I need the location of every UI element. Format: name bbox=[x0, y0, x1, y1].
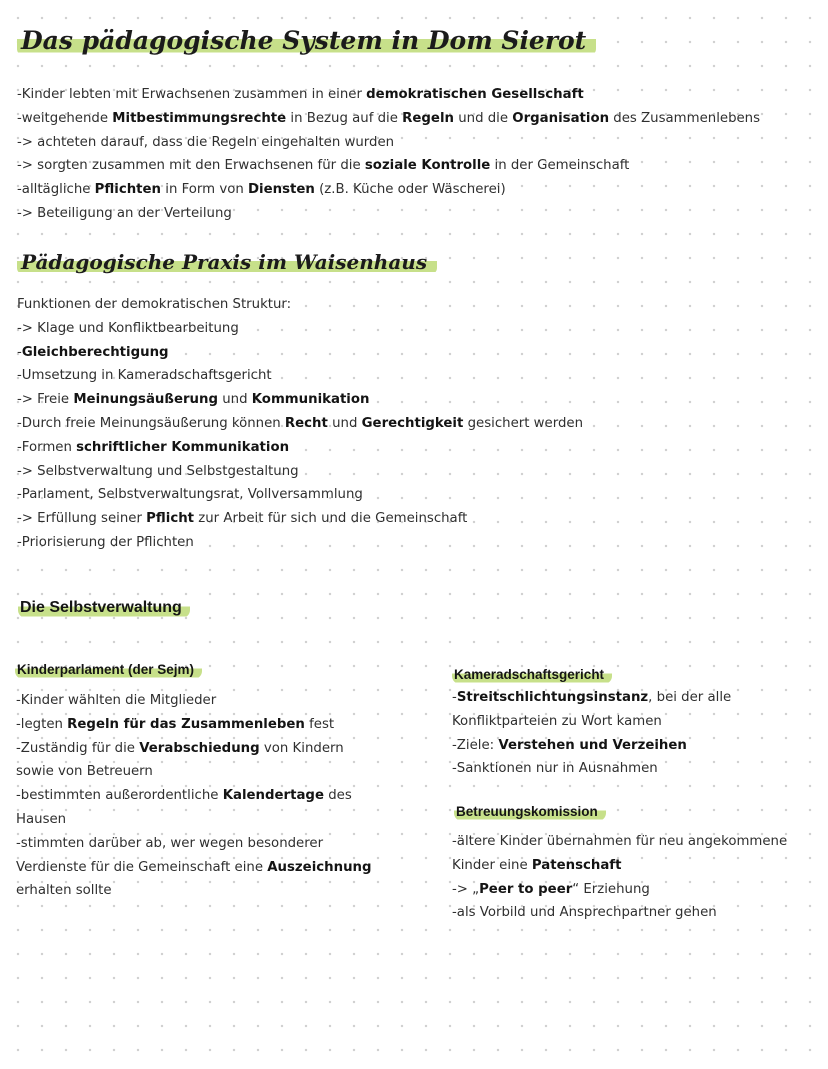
betreuungskomission-list bbox=[452, 830, 787, 925]
bold-term: Verstehen und Verzeihen bbox=[498, 737, 687, 753]
note-line bbox=[16, 689, 372, 713]
note-text: -als Vorbild und Ansprechpartner gehen bbox=[452, 905, 717, 921]
note-line bbox=[17, 483, 583, 507]
note-text: Konfliktparteien zu Wort kamen bbox=[452, 713, 662, 729]
note-text: erhalten sollte bbox=[16, 883, 112, 899]
betreuungskomission-heading: Betreuungskomission bbox=[454, 804, 606, 819]
note-text: -> „ bbox=[452, 881, 480, 897]
note-line bbox=[16, 832, 372, 856]
note-line bbox=[452, 854, 787, 878]
note-text: Hausen bbox=[16, 811, 67, 827]
kameradschaftsgericht-list bbox=[452, 686, 731, 781]
note-line bbox=[452, 757, 731, 781]
note-line bbox=[17, 202, 760, 226]
note-line bbox=[16, 737, 372, 761]
note-text: -> sorgten zusammen mit den Erwachsenen für die bbox=[17, 158, 365, 174]
note-line bbox=[17, 436, 583, 460]
note-text: -> Beteiligung an der Verteilung bbox=[17, 205, 232, 221]
note-text: in Bezug auf die bbox=[286, 110, 403, 126]
note-line bbox=[16, 713, 372, 737]
note-text: -Durch freie Meinungsäußerung können bbox=[17, 415, 285, 431]
note-text: -alltägliche bbox=[17, 182, 95, 198]
note-text: zur Arbeit für sich und die Gemeinschaft bbox=[194, 511, 468, 527]
kinderparlament-heading: Kinderparlament (der Sejm) bbox=[15, 662, 202, 677]
note-text: -weitgehende bbox=[17, 110, 113, 126]
note-text: -Kinder lebten mit Erwachsenen zusammen in einer bbox=[17, 87, 367, 102]
note-text: , bei der alle bbox=[648, 690, 732, 705]
bold-term: Gleichberechtigung bbox=[21, 344, 169, 360]
note-line bbox=[452, 686, 731, 710]
kinderparlament-list bbox=[16, 689, 372, 903]
system-list bbox=[17, 83, 760, 226]
page-title: Das pädagogische System in Dom Sierot bbox=[17, 26, 596, 55]
bold-term: Kalendertage bbox=[222, 788, 324, 804]
kameradschaftsgericht-heading: Kameradschaftsgericht bbox=[452, 667, 612, 682]
bold-term: Kommunikation bbox=[251, 392, 370, 408]
note-text: Funktionen der demokratischen Struktur: bbox=[17, 297, 292, 312]
note-text: -Kinder wählten die Mitglieder bbox=[16, 693, 217, 708]
note-text: -ältere Kinder übernahmen für neu angekommene bbox=[452, 834, 788, 849]
note-line bbox=[17, 388, 583, 412]
note-line bbox=[17, 460, 583, 484]
note-text: -Umsetzung in Kameradschaftsgericht bbox=[17, 368, 272, 384]
note-line bbox=[452, 878, 787, 902]
note-text: -> Erfüllung seiner bbox=[17, 511, 147, 527]
note-text: -stimmten darüber ab, wer wegen besonderer bbox=[16, 835, 324, 851]
bold-term: demokratischen Gesellschaft bbox=[366, 87, 584, 102]
note-line bbox=[17, 507, 583, 531]
note-text: -Zuständig für die bbox=[16, 740, 140, 756]
note-text: -Sanktionen nur in Ausnahmen bbox=[452, 761, 658, 777]
note-text: -> Selbstverwaltung und Selbstgestaltung bbox=[17, 463, 299, 479]
note-line bbox=[17, 154, 760, 178]
note-text: -bestimmten außerordentliche bbox=[16, 788, 223, 804]
note-text: -legten bbox=[16, 716, 68, 732]
bold-term: Organisation bbox=[512, 110, 610, 126]
note-line bbox=[17, 364, 583, 388]
note-line bbox=[16, 808, 372, 832]
bold-term: Regeln bbox=[402, 110, 454, 126]
note-line bbox=[16, 879, 372, 903]
note-line bbox=[17, 317, 583, 341]
note-text: -> Freie bbox=[17, 392, 74, 408]
note-line bbox=[16, 760, 372, 784]
note-text: fest bbox=[304, 716, 335, 732]
note-text: -> achteten darauf, dass die Regeln eingehalten wurden bbox=[17, 134, 395, 150]
practice-list bbox=[17, 293, 583, 555]
note-text: in Form von bbox=[161, 182, 248, 198]
bold-term: Diensten bbox=[248, 182, 315, 198]
note-line bbox=[17, 341, 583, 365]
note-text: sowie von Betreuern bbox=[16, 764, 153, 780]
note-text: - bbox=[17, 344, 22, 360]
bold-term: Recht bbox=[284, 415, 328, 431]
practice-title: Pädagogische Praxis im Waisenhaus bbox=[17, 250, 437, 274]
note-text: -Priorisierung der Pflichten bbox=[17, 534, 194, 550]
note-text: “ Erziehung bbox=[572, 881, 650, 897]
note-text: des bbox=[323, 788, 352, 804]
bold-term: Pflicht bbox=[146, 511, 195, 527]
bold-term: Patenschaft bbox=[531, 857, 622, 873]
note-text: Kinder eine bbox=[452, 857, 532, 873]
note-line bbox=[17, 293, 583, 317]
bold-term: Streitschlichtungsinstanz bbox=[456, 690, 649, 705]
note-line bbox=[17, 131, 760, 155]
note-line bbox=[452, 830, 787, 854]
bold-term: soziale Kontrolle bbox=[364, 158, 491, 174]
bold-term: Peer to peer bbox=[479, 881, 573, 897]
note-line bbox=[17, 178, 760, 202]
note-text: gesichert werden bbox=[463, 415, 583, 431]
bold-term: Verabschiedung bbox=[139, 740, 260, 756]
note-text: und die bbox=[453, 110, 513, 126]
bold-term: Auszeichnung bbox=[267, 859, 372, 875]
note-text: -Parlament, Selbstverwaltungsrat, Vollversammlung bbox=[17, 487, 363, 503]
note-text: -> Klage und Konfliktbearbeitung bbox=[17, 320, 239, 336]
bold-term: Mitbestimmungsrechte bbox=[112, 110, 287, 126]
note-text: -Ziele: bbox=[452, 737, 499, 753]
note-line bbox=[17, 107, 760, 131]
bold-term: Pflichten bbox=[94, 182, 162, 198]
note-line bbox=[16, 784, 372, 808]
bold-term: Meinungsäußerung bbox=[73, 392, 218, 408]
note-line bbox=[452, 710, 731, 734]
note-line bbox=[17, 83, 760, 107]
note-text: des Zusammenlebens bbox=[609, 110, 761, 126]
bold-term: Gerechtigkeit bbox=[361, 415, 464, 431]
bold-term: schriftlicher Kommunikation bbox=[76, 439, 290, 455]
note-line bbox=[452, 734, 731, 758]
note-line bbox=[17, 412, 583, 436]
note-line bbox=[452, 901, 787, 925]
note-line bbox=[16, 856, 372, 880]
note-text: -Formen bbox=[17, 439, 77, 455]
bold-term: Regeln für das Zusammenleben bbox=[67, 716, 305, 732]
note-text: Verdienste für die Gemeinschaft eine bbox=[16, 859, 268, 875]
note-text: von Kindern bbox=[259, 740, 344, 756]
note-line bbox=[17, 531, 583, 555]
note-text: und bbox=[327, 415, 362, 431]
note-text: und bbox=[217, 392, 252, 408]
selbstverwaltung-heading: Die Selbstverwaltung bbox=[18, 599, 190, 617]
note-text: in der Gemeinschaft bbox=[490, 158, 630, 174]
note-text: (z.B. Küche oder Wäscherei) bbox=[314, 182, 506, 198]
note-text: - bbox=[452, 690, 457, 705]
